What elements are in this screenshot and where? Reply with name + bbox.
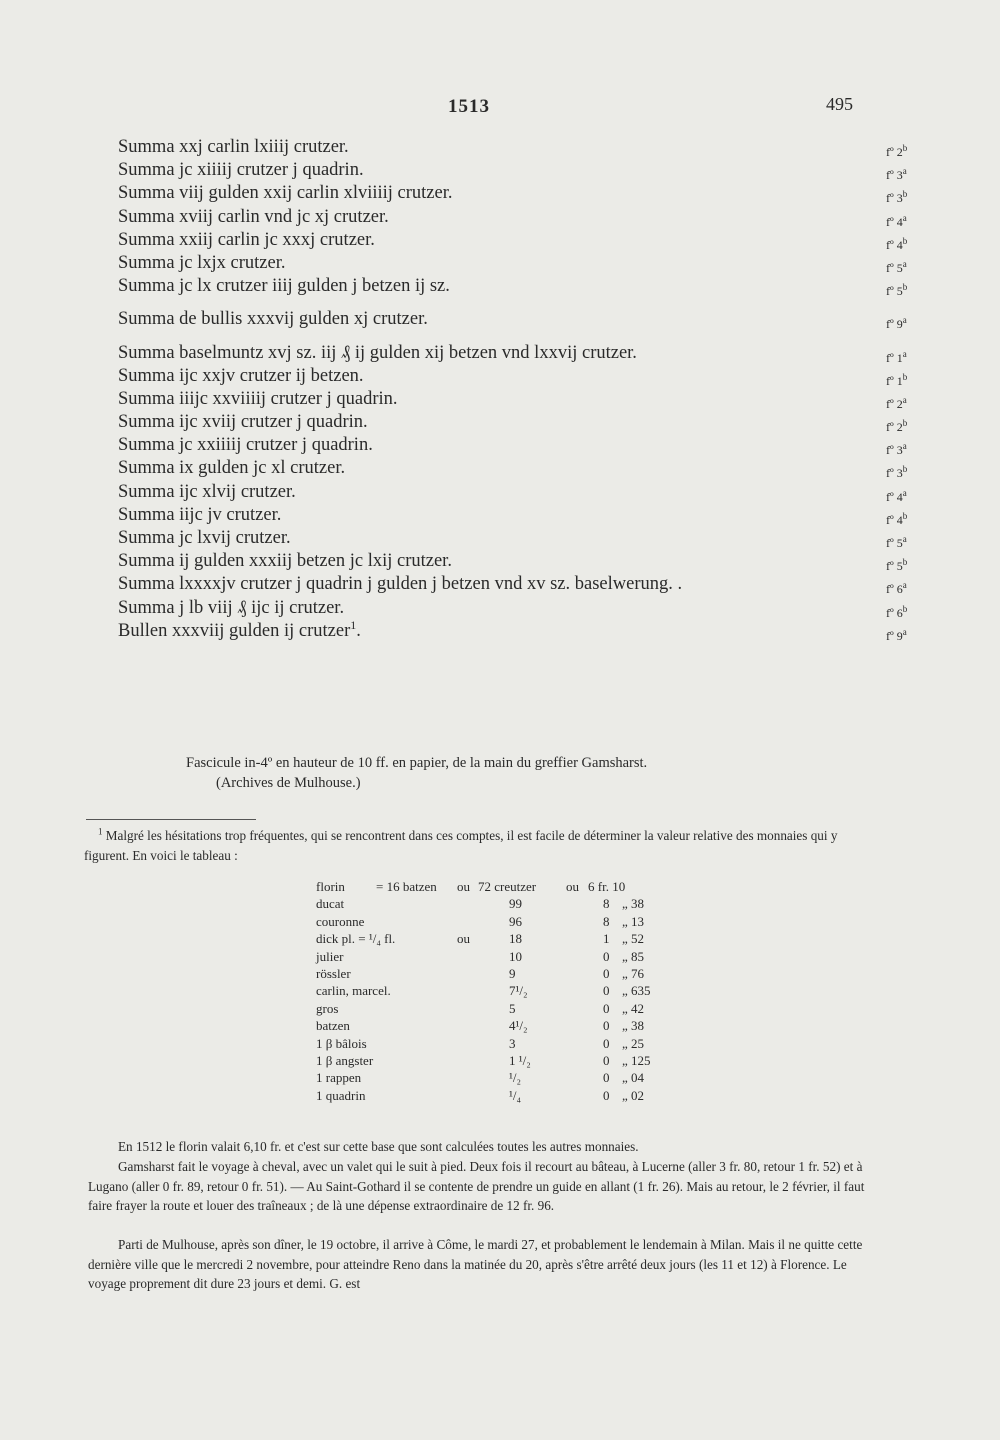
coin-crutzer: 10: [509, 948, 522, 964]
folio-reference: fº 1$^a$: [886, 348, 907, 365]
coin-francs: 0: [603, 1052, 610, 1068]
folio-reference: fº 2$^a$: [886, 394, 907, 411]
coin-value-table: [316, 878, 676, 1104]
coin-name: batzen: [316, 1018, 350, 1034]
source-note: [186, 753, 906, 793]
coin-francs: 0: [603, 1018, 610, 1034]
coin-crutzer: 1 ¹/₂: [509, 1052, 531, 1068]
folio-reference: fº 2$^b$: [886, 143, 908, 159]
page-number: 495: [826, 94, 853, 114]
ledger-entry-text: Summa jc lxjx crutzer.: [118, 252, 286, 273]
table-row: [316, 878, 676, 895]
ledger-entry-text: Summa ijc xxjv crutzer ij betzen.: [118, 365, 364, 386]
folio-reference: fº 2$^b$: [886, 418, 908, 435]
coin-name: couronne: [316, 913, 365, 929]
ledger-entry: [118, 388, 938, 411]
ledger-entry: [118, 275, 938, 298]
ledger-entry: [118, 434, 938, 457]
ledger-entry-text: Summa j lb viij ₰ ijc ij crutzer.: [118, 597, 345, 618]
footnote-number: 1: [98, 826, 103, 837]
ledger-entry: [118, 550, 938, 573]
ledger-entry-text: Summa viij gulden xxij carlin xlviiiij crutzer.: [118, 183, 453, 204]
footnote-intro-text: Malgré les hésitations trop fréquentes, qui se rencontrent dans ces comptes, il est facile de déterminer la valeur relative des monnaies qui y figurent. En voici le tableau :: [84, 828, 838, 863]
coin-name: carlin, marcel.: [316, 983, 391, 999]
folio-reference: fº 5$^b$: [886, 557, 908, 574]
ledger-entry-text: Summa ijc xviij crutzer j quadrin.: [118, 412, 368, 433]
coin-name: ducat: [316, 896, 345, 912]
folio-reference: fº 3$^a$: [886, 441, 907, 458]
coin-francs: 8: [603, 913, 610, 929]
coin-crutzer: 7¹/₂: [509, 983, 528, 999]
ledger-entry-text: Summa xxj carlin lxiiij crutzer.: [118, 137, 349, 157]
coin-centimes: „ 125: [622, 1052, 651, 1068]
table-row: [316, 982, 676, 999]
ledger-entry: [118, 308, 938, 331]
table-row: [316, 1035, 676, 1052]
coin-crutzer: 96: [509, 913, 522, 929]
coin-name: 1 β bâlois: [316, 1035, 367, 1051]
ledger-entry: [118, 159, 938, 182]
coin-name: 1 β angster: [316, 1052, 374, 1068]
coin-name: gros: [316, 1000, 339, 1016]
folio-reference: fº 9$^a$: [886, 315, 907, 332]
folio-reference: fº 4$^a$: [886, 487, 907, 504]
folio-reference: fº 6$^b$: [886, 603, 908, 620]
ledger-entry: [118, 481, 938, 504]
coin-francs: 0: [603, 983, 610, 999]
folio-reference: fº 3$^b$: [886, 464, 908, 481]
ledger-entry-text: Summa jc xiiiij crutzer j quadrin.: [118, 160, 364, 181]
ledger-entry-text: Summa iiijc xxviiiij crutzer j quadrin.: [118, 388, 398, 409]
ledger-entry: [118, 504, 938, 527]
ledger-entry: [118, 411, 938, 434]
coin-or: ou: [457, 879, 470, 894]
ledger-entry-text: Summa de bullis xxxvij gulden xj crutzer.: [118, 309, 428, 330]
coin-francs: 8: [603, 896, 610, 912]
ledger-entry-text: Bullen xxxviij gulden ij crutzer$^1$.: [118, 617, 361, 641]
coin-crutzer: 9: [509, 965, 516, 981]
coin-centimes: „ 85: [622, 948, 645, 964]
coin-centimes: „ 42: [622, 1000, 645, 1016]
footnote-paragraph-3: Parti de Mulhouse, après son dîner, le 19 octobre, il arrive à Côme, le mardi 27, et probablement le lendemain à Milan. Mais il ne quitte cette dernière ville que le mercredi 2 novembre, pour atteindre Reno dans la matinée du 20, après s'être arrêté deux jours (les 11 et 12) à Florence. Le voyage proprement dit dure 23 jours et demi. G. est: [88, 1237, 863, 1291]
coin-centimes: „ 635: [622, 983, 651, 999]
folio-reference: fº 3$^b$: [886, 189, 908, 206]
coin-centimes: „ 25: [622, 1035, 645, 1051]
coin-crutzer: 72 creutzer: [478, 879, 537, 894]
table-row: [316, 1087, 676, 1104]
coin-centimes: „ 38: [622, 1018, 645, 1034]
folio-reference: fº 4$^a$: [886, 212, 907, 229]
coin-name: rössler: [316, 965, 351, 981]
ledger-entry: [118, 252, 938, 275]
source-line-1: Fascicule in-4º en hauteur de 10 ff. en papier, de la main du greffier Gamsharst.: [186, 755, 648, 771]
coin-crutzer: ¹/₂: [509, 1070, 522, 1086]
ledger-entry-text: Summa lxxxxjv crutzer j quadrin j gulden j betzen vnd xv sz. baselwerung. .: [118, 574, 683, 595]
ledger-entry: [118, 206, 938, 229]
ledger-entry-text: Summa xviij carlin vnd jc xj crutzer.: [118, 206, 389, 227]
folio-reference: fº 4$^b$: [886, 235, 908, 252]
ledger-entry: [118, 365, 938, 388]
ledger-entry-text: Summa jc xxiiiij crutzer j quadrin.: [118, 435, 373, 456]
ledger-entry: [118, 136, 938, 159]
coin-relation: = 16 batzen: [376, 879, 437, 894]
coin-centimes: „ 04: [622, 1070, 645, 1086]
footnote-rule: [86, 819, 256, 820]
coin-centimes: „ 02: [622, 1087, 645, 1103]
coin-crutzer: 5: [509, 1000, 516, 1016]
ledger-entry-text: Summa jc lx crutzer iiij gulden j betzen ij sz.: [118, 276, 450, 297]
coin-crutzer: 4¹/₂: [509, 1018, 528, 1034]
ledger-entry: [118, 573, 938, 596]
footnote-paragraph-1: En 1512 le florin valait 6,10 fr. et c'est sur cette base que sont calculées toutes les autres monnaies.: [118, 1139, 639, 1154]
coin-name: julier: [316, 948, 344, 964]
coin-crutzer: 3: [509, 1035, 516, 1051]
coin-or: ou: [457, 931, 470, 947]
ledger-entry-text: Summa ij gulden xxxiij betzen jc lxij crutzer.: [118, 551, 452, 572]
ledger-entry-text: Summa xxiij carlin jc xxxj crutzer.: [118, 229, 375, 250]
coin-centimes: „ 76: [622, 965, 645, 981]
ledger-entry: [118, 597, 938, 620]
table-row: [316, 930, 676, 947]
footnote-intro: [84, 826, 868, 866]
coin-crutzer: ¹/₄: [509, 1087, 522, 1103]
coin-name: dick pl. = ¹/₄ fl.: [316, 931, 396, 947]
coin-francs: 1: [603, 931, 610, 947]
table-row: [316, 965, 676, 982]
table-row: [316, 1052, 676, 1069]
ledger-entries: [118, 136, 938, 643]
table-row: [316, 1069, 676, 1086]
coin-crutzer: 99: [509, 896, 522, 912]
ledger-entry: [118, 182, 938, 205]
coin-name: 1 quadrin: [316, 1087, 366, 1103]
table-row: [316, 913, 676, 930]
ledger-entry: [118, 527, 938, 550]
coin-francs: 0: [603, 1087, 610, 1103]
coin-centimes: „ 13: [622, 913, 645, 929]
ledger-entry-text: Summa ix gulden jc xl crutzer.: [118, 458, 346, 479]
ledger-entry: [118, 342, 938, 365]
ledger-entry: [118, 229, 938, 252]
folio-reference: fº 6$^a$: [886, 580, 907, 597]
coin-francs: 6 fr. 10: [588, 879, 626, 894]
folio-reference: fº 4$^b$: [886, 510, 908, 527]
folio-reference: fº 5$^a$: [886, 534, 907, 550]
coin-francs: 0: [603, 965, 610, 981]
table-row: [316, 1000, 676, 1017]
coin-francs: 0: [603, 948, 610, 964]
folio-reference: fº 9$^a$: [886, 626, 907, 643]
folio-reference: fº 5$^b$: [886, 282, 908, 299]
table-row: [316, 1017, 676, 1034]
coin-francs: 0: [603, 1035, 610, 1051]
table-row: [316, 948, 676, 965]
source-line-2: (Archives de Mulhouse.): [216, 775, 361, 791]
folio-reference: fº 1$^b$: [886, 371, 908, 388]
footnote-mark: 1: [350, 617, 357, 632]
ledger-entry: [118, 617, 938, 643]
ledger-entry: [118, 457, 938, 480]
ledger-entry-text: Summa jc lxvij crutzer.: [118, 528, 291, 548]
folio-reference: fº 5$^a$: [886, 258, 907, 275]
coin-name: florin: [316, 879, 345, 894]
folio-reference: fº 3$^a$: [886, 166, 907, 183]
coin-centimes: „ 52: [622, 931, 645, 947]
coin-crutzer: 18: [509, 931, 522, 947]
ledger-entry-text: Summa iijc jv crutzer.: [118, 504, 282, 525]
coin-centimes: „ 38: [622, 896, 645, 912]
running-head-year: 1513: [448, 96, 490, 117]
ledger-entry-text: Summa baselmuntz xvj sz. iij ₰ ij gulden xij betzen vnd lxxvij crutzer.: [118, 342, 637, 363]
footnote-paragraph-2: Gamsharst fait le voyage à cheval, avec un valet qui le suit à pied. Deux fois il recourt au bâteau, à Lucerne (aller 3 fr. 80, retour 1 fr. 52) et à Lugano (aller 0 fr. 89, retour 0 fr. 51). — Au Saint-Gothard il se contente de prendre un guide en allant (1 fr. 26). Mais au retour, le 2 février, il faut faire frayer la route et louer des traîneaux ; de là une dépense extraordinaire de 12 fr. 96.: [88, 1159, 865, 1213]
coin-francs: 0: [603, 1070, 610, 1086]
table-row: [316, 895, 676, 912]
coin-or-2: ou: [566, 879, 579, 894]
coin-francs: 0: [603, 1000, 610, 1016]
coin-name: 1 rappen: [316, 1070, 362, 1086]
ledger-entry-text: Summa ijc xlvij crutzer.: [118, 481, 296, 502]
